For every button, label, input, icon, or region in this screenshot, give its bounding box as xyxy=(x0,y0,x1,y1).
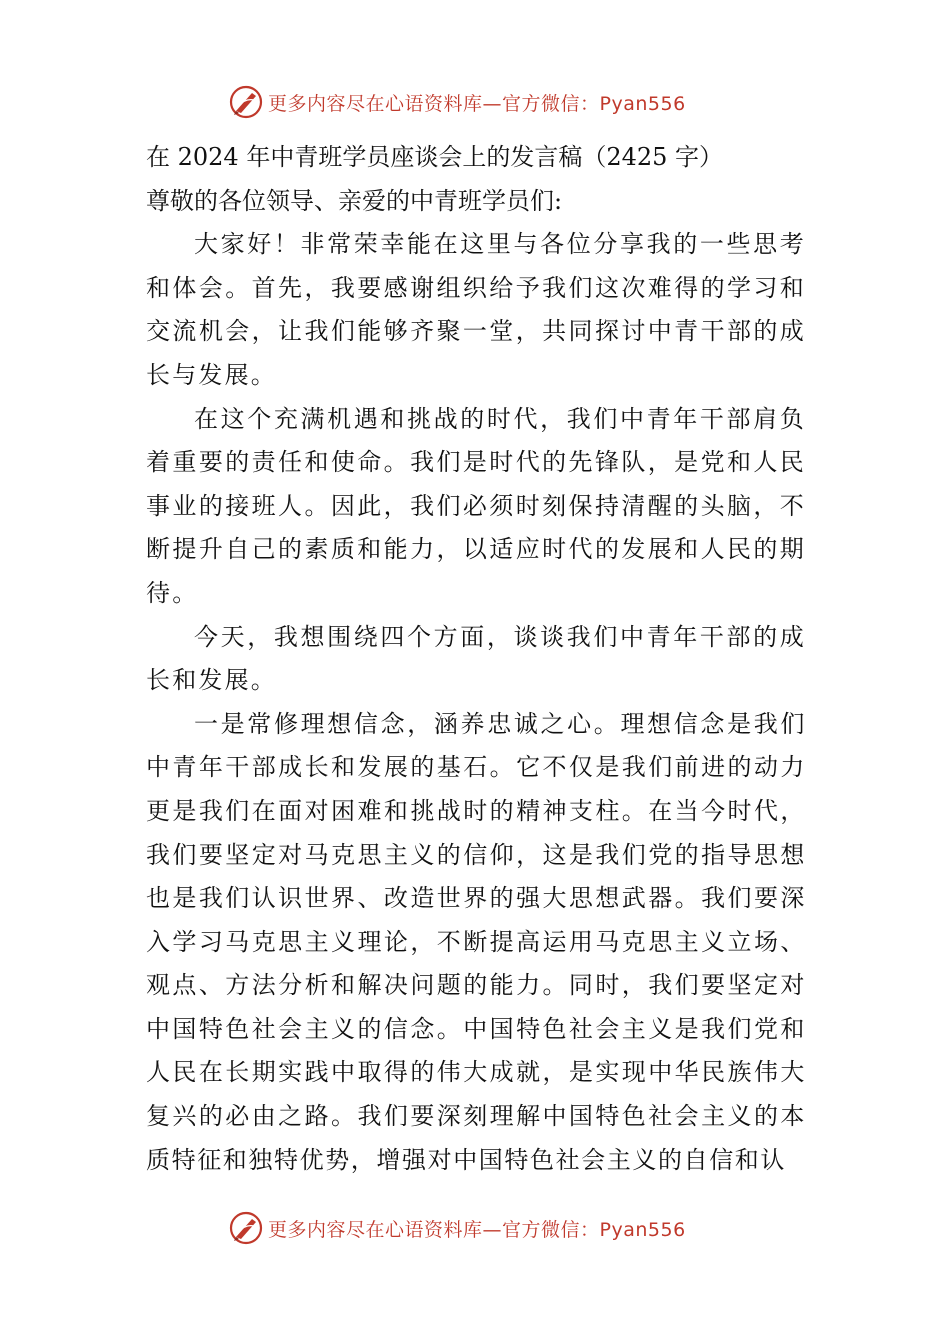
watermark-text: 更多内容尽在心语资料库—官方微信：Pyan556 xyxy=(268,1218,686,1241)
watermark-header xyxy=(228,82,686,122)
paragraph-3: 今天，我想围绕四个方面，谈谈我们中青年干部的成长和发展。 xyxy=(146,622,806,695)
paragraph-4: 一是常修理想信念，涵养忠诚之心。理想信念是我们中青年干部成长和发展的基石。它不仅是我们前进的动力更是我们在面对困难和挑战时的精神支柱。在当今时代，我们要坚定对马克思主义的信仰，这是我们党的指导思想也是我们认识世界、改造世界的强大思想武器。我们要深入学习马克思主义理论，不断提高运用马克思主义立场、观点、方法分析和解决问题的能力。同时，我们要坚定对中国特色社会主义的信念。中国特色社会主义是我们党和人民在长期实践中取得的伟大成就，是实现中华民族伟大复兴的必由之路。我们要深刻理解中国特色社会主义的本质特征和独特优势，增强对中国特色社会主义的自信和认 xyxy=(146,709,806,1174)
salutation: 尊敬的各位领导、亲爱的中青班学员们: xyxy=(146,186,563,215)
pen-circle-logo-icon xyxy=(228,1210,264,1246)
paragraph-2: 在这个充满机遇和挑战的时代，我们中青年干部肩负着重要的责任和使命。我们是时代的先锋队，是党和人民事业的接班人。因此，我们必须时刻保持清醒的头脑，不断提升自己的素质和能力，以适应时代的发展和人民的期待。 xyxy=(146,404,806,607)
document-body xyxy=(146,136,806,1182)
watermark-footer xyxy=(228,1208,686,1248)
watermark-text: 更多内容尽在心语资料库—官方微信：Pyan556 xyxy=(268,92,686,115)
document-title: 在 2024 年中青班学员座谈会上的发言稿（2425 字） xyxy=(146,143,724,171)
paragraph-1: 大家好！非常荣幸能在这里与各位分享我的一些思考和体会。首先，我要感谢组织给予我们这次难得的学习和交流机会，让我们能够齐聚一堂，共同探讨中青干部的成长与发展。 xyxy=(146,230,806,389)
pen-circle-logo-icon xyxy=(228,84,264,120)
